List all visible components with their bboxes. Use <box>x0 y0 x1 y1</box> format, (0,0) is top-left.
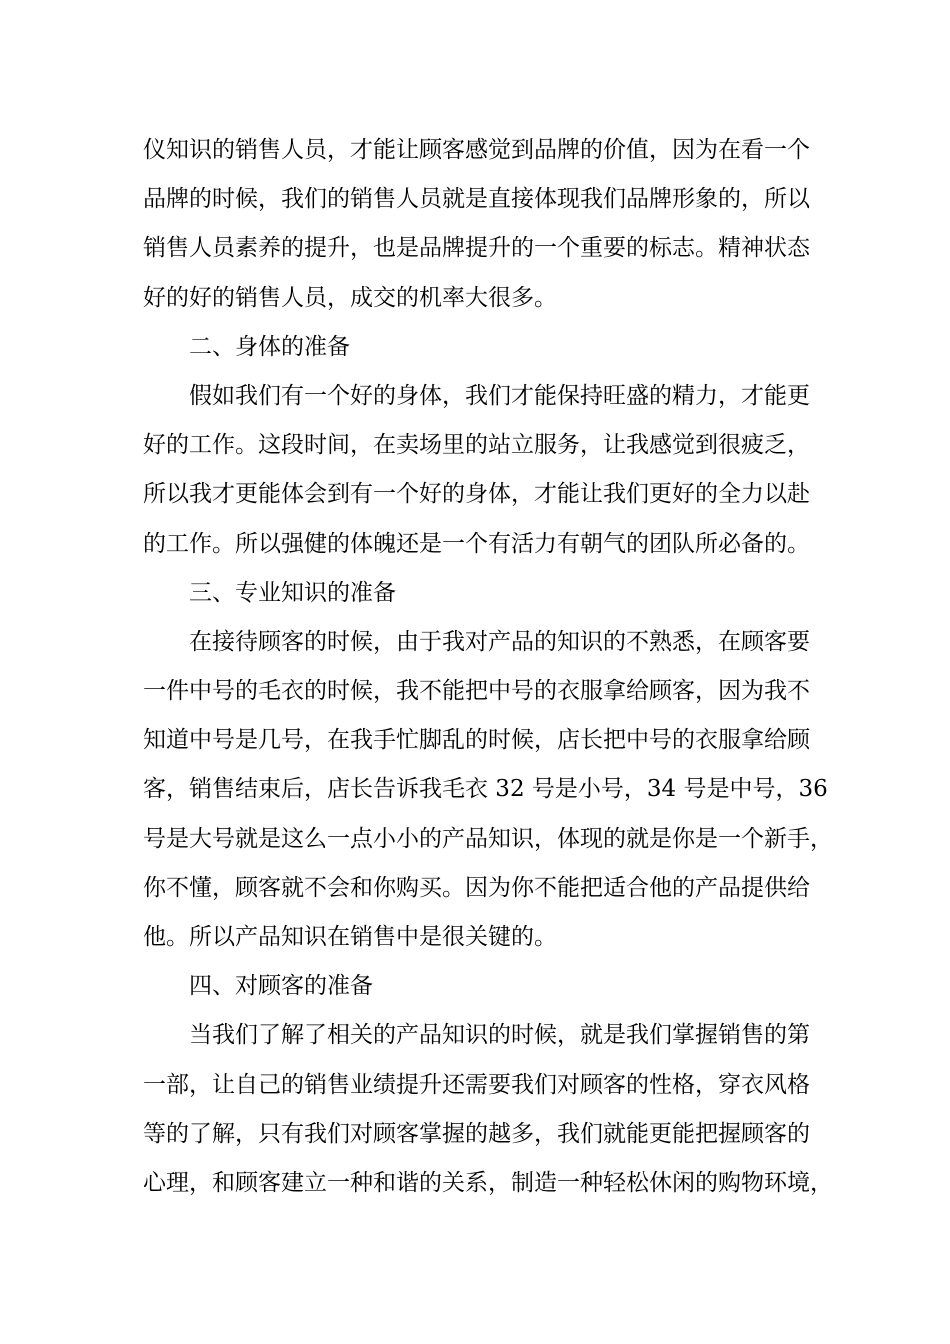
paragraph-line: 假如我们有一个好的身体，我们才能保持旺盛的精力，才能更 <box>189 382 810 409</box>
paragraph-line: 在接待顾客的时候，由于我对产品的知识的不熟悉，在顾客要 <box>189 628 810 655</box>
paragraph-line: 销售人员素养的提升，也是品牌提升的一个重要的标志。精神状态 <box>143 235 810 262</box>
section-heading: 二、身体的准备 <box>189 333 350 360</box>
paragraph-line: 好的好的销售人员，成交的机率大很多。 <box>143 284 557 311</box>
paragraph-line: 当我们了解了相关的产品知识的时候，就是我们掌握销售的第 <box>189 1022 810 1049</box>
paragraph-line: 所以我才更能体会到有一个好的身体，才能让我们更好的全力以赴 <box>143 481 810 508</box>
paragraph-line: 仪知识的销售人员，才能让顾客感觉到品牌的价值，因为在看一个 <box>143 137 810 163</box>
paragraph-line: 知道中号是几号，在我手忙脚乱的时候，店长把中号的衣服拿给顾 <box>143 727 810 754</box>
paragraph-line: 心理，和顾客建立一种和谐的关系，制造一种轻松休闲的购物环境， <box>143 1169 833 1196</box>
paragraph-line: 客，销售结束后，店长告诉我毛衣 32 号是小号，34 号是中号，36 <box>143 776 828 803</box>
paragraph-line: 一件中号的毛衣的时候，我不能把中号的衣服拿给顾客，因为我不 <box>143 678 810 705</box>
paragraph-line: 他。所以产品知识在销售中是很关键的。 <box>143 924 557 950</box>
section-heading: 三、专业知识的准备 <box>189 579 396 606</box>
section-heading: 四、对顾客的准备 <box>189 973 373 1000</box>
paragraph-line: 号是大号就是这么一点小小的产品知识，体现的就是你是一个新手， <box>143 825 833 852</box>
document-body <box>143 126 833 1208</box>
paragraph-line: 品牌的时候，我们的销售人员就是直接体现我们品牌形象的，所以 <box>143 186 810 213</box>
paragraph-line: 你不懂，顾客就不会和你购买。因为你不能把适合他的产品提供给 <box>143 874 810 901</box>
paragraph-line: 好的工作。这段时间，在卖场里的站立服务，让我感觉到很疲乏， <box>143 432 810 459</box>
paragraph-line: 一部，让自己的销售业绩提升还需要我们对顾客的性格，穿衣风格 <box>143 1071 810 1098</box>
paragraph-line: 等的了解，只有我们对顾客掌握的越多，我们就能更能把握顾客的 <box>143 1120 810 1147</box>
paragraph-line: 的工作。所以强健的体魄还是一个有活力有朝气的团队所必备的。 <box>143 530 810 557</box>
